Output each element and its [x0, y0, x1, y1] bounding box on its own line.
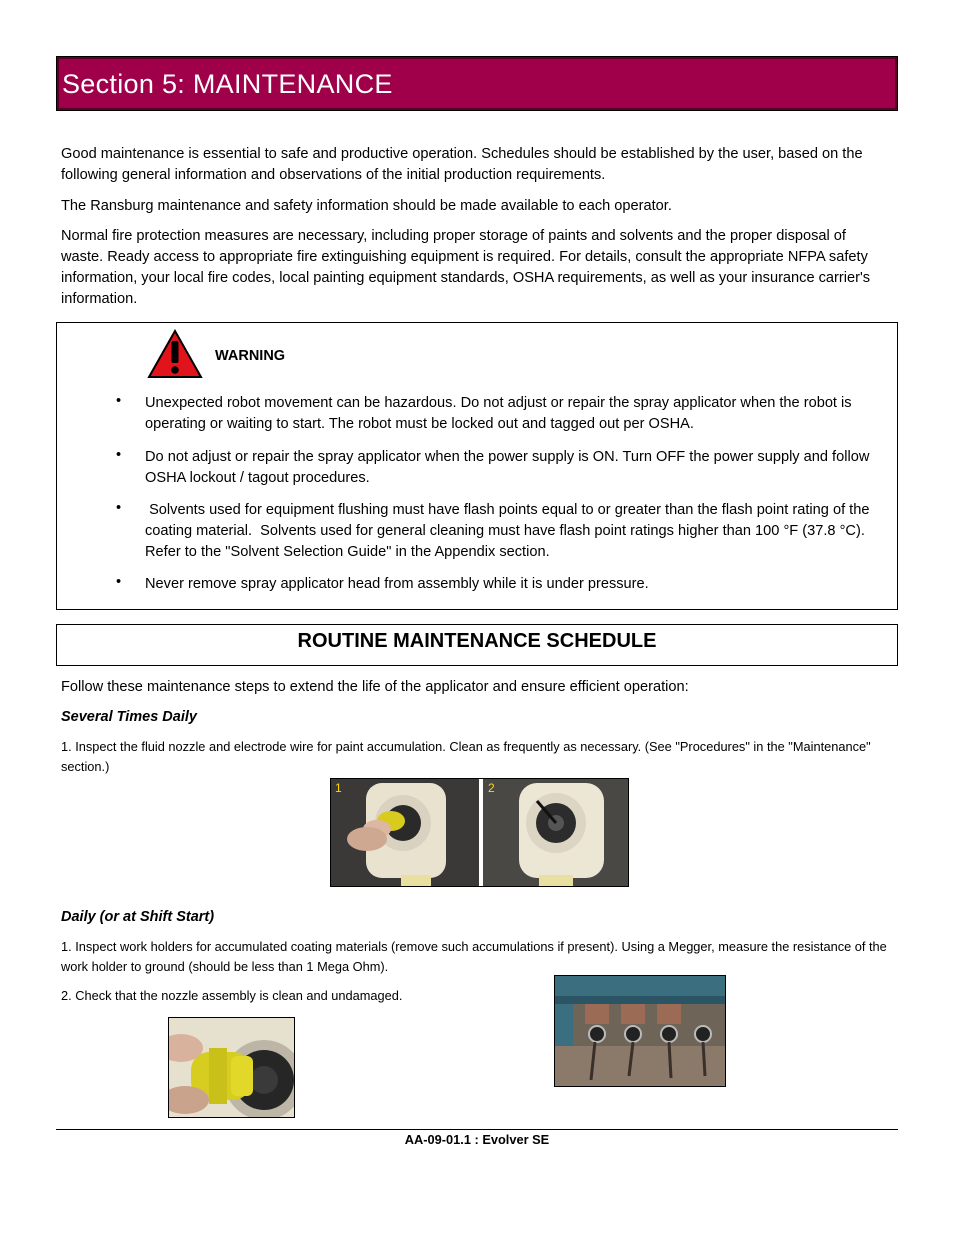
bullet-marker: • — [116, 574, 122, 590]
nozzle-closeup-image — [169, 1018, 294, 1117]
photo-label-2: 2 — [488, 781, 495, 795]
section-banner — [56, 56, 898, 111]
footer-rule — [56, 1129, 898, 1130]
several-times-daily-heading: Several Times Daily — [61, 709, 197, 725]
footer-doc-id: AA-09-01.1 : Evolver SE — [404, 1132, 550, 1147]
warning-bullet-1: Unexpected robot movement can be hazardous. Do not adjust or repair the spray applicator when the robot is operating or waiting to start. The robot must be locked out and tagged out per OSHA. — [145, 395, 852, 432]
routine-title: ROUTINE MAINTENANCE SCHEDULE — [297, 630, 657, 652]
daily-item-1: 1. Inspect work holders for accumulated coating materials (remove such accumulations if present). Using a Megger, measure the resistance of the work holder to ground (should be less than 1 Mega Ohm). — [61, 939, 887, 974]
intro-paragraph-3: Normal fire protection measures are necessary, including proper storage of paints and solvents and the proper disposal of waste. Ready access to appropriate fire extinguishing equipment is required. For details, consult the appropriate NFPA safety information, your local fire codes, local painting equipment standards, OSHA requirements, as well as your insurance carrier's information. — [61, 228, 871, 307]
warning-triangle-icon — [147, 329, 203, 379]
daily-item-2: 2. Check that the nozzle assembly is clean and undamaged. — [61, 988, 403, 1003]
nozzle-photo-strip — [330, 778, 629, 887]
bullet-marker: • — [116, 447, 122, 463]
warning-bullet-4: Never remove spray applicator head from assembly while it is under pressure. — [145, 576, 649, 592]
daily-heading: Daily (or at Shift Start) — [61, 909, 215, 925]
warning-bullet-3: Solvents used for equipment flushing must have flash points equal to or greater than the flash point rating of the coating material. Solvents used for general cleaning must have flash point ratings higher than 100 °F (37.8 °C). Refer to the "Solvent Selection Guide" in the Appendix section. — [145, 502, 874, 560]
nozzle-closeup-photo — [168, 1017, 295, 1118]
bullet-marker: • — [116, 393, 122, 409]
intro-paragraph-2: The Ransburg maintenance and safety information should be made available to each operator. — [61, 198, 672, 214]
warning-label: WARNING — [215, 348, 286, 364]
work-holders-image — [555, 976, 725, 1086]
several-times-daily-item-1: 1. Inspect the fluid nozzle and electrode wire for paint accumulation. Clean as frequently as necessary. (See "Procedures" in the "Maintenance" section.) — [61, 739, 871, 774]
intro-paragraph-1: Good maintenance is essential to safe and productive operation. Schedules should be established by the user, based on the following general information and observations of the initial production requirements. — [61, 146, 863, 183]
work-holders-photo — [554, 975, 726, 1087]
warning-bullet-2: Do not adjust or repair the spray applicator when the power supply is ON. Turn OFF the power supply and follow OSHA lockout / tagout procedures. — [145, 449, 870, 486]
section-title: Section 5: MAINTENANCE — [62, 69, 393, 99]
bullet-marker: • — [116, 500, 122, 516]
nozzle-cleaning-photo — [331, 779, 628, 886]
photo-label-1: 1 — [335, 781, 342, 795]
routine-intro: Follow these maintenance steps to extend the life of the applicator and ensure efficient operation: — [61, 679, 689, 695]
